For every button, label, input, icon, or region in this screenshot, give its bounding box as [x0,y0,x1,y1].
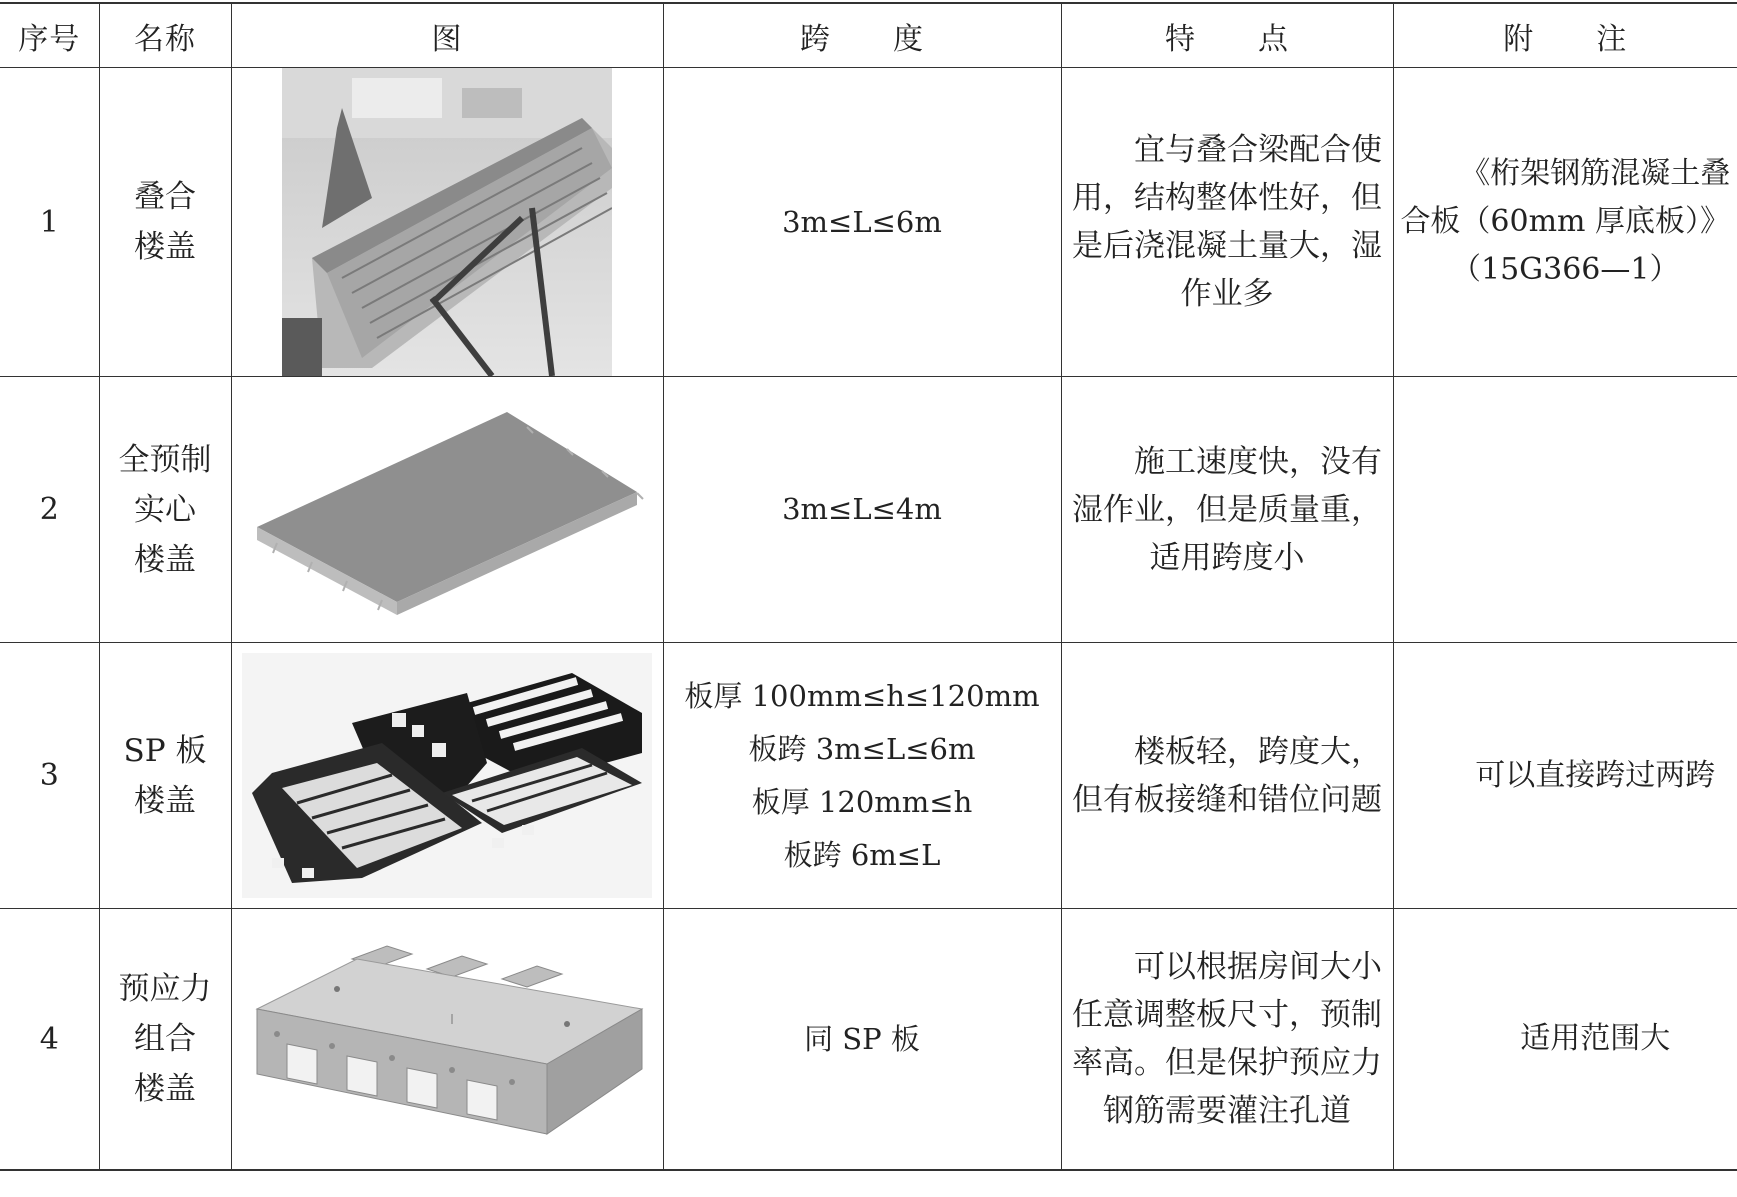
name-line: 实心 [134,491,196,528]
header-row [0,3,1737,68]
row-figure [231,909,663,1171]
table-row [0,909,1737,1171]
header-figure: 图 [231,3,663,68]
row-features [1061,377,1393,643]
row-name [99,377,231,643]
row-note [1393,643,1737,909]
composite-slab-photo-icon [282,68,612,376]
span-line: 板跨 3m≤L≤6m [748,731,976,766]
name-line: 预应力 [118,971,212,1007]
name-line: 全预制 [118,441,212,478]
note-text: 《桁架钢筋混凝土叠合板（60mm 厚底板）》（15G366—1） [1400,156,1731,287]
table-row [0,643,1737,909]
row-name [99,643,231,909]
header-features: 特 点 [1061,3,1393,68]
table-row [0,68,1737,377]
header-span: 跨 度 [663,3,1061,68]
name-line: 楼盖 [134,229,196,265]
span-line: 板厚 120mm≤h [751,784,973,819]
solid-precast-slab-render-icon [237,387,657,632]
features-text: 可以根据房间大小任意调整板尺寸，预制率高。但是保护预应力钢筋需要灌注孔道 [1072,949,1382,1129]
row-features [1061,909,1393,1171]
floor-system-table [0,2,1737,1171]
row-number: 2 [0,377,99,643]
features-text: 楼板轻，跨度大，但有板接缝和错位问题 [1072,733,1382,818]
row-figure [231,377,663,643]
row-note [1393,377,1737,643]
features-text: 施工速度快，没有湿作业，但是质量重，适用跨度小 [1072,443,1382,576]
row-name [99,909,231,1171]
span-line: 板跨 6m≤L [783,837,941,872]
features-text: 宜与叠合梁配合使用，结构整体性好，但是后浇混凝土量大，湿作业多 [1072,132,1382,312]
row-figure [231,68,663,377]
row-span [663,68,1061,377]
row-features [1061,643,1393,909]
header-name: 名称 [99,3,231,68]
name-line: 楼盖 [134,541,196,578]
row-span [663,377,1061,643]
header-note: 附 注 [1393,3,1737,68]
name-line: 叠合 [134,179,196,215]
row-number: 1 [0,68,99,377]
row-span [663,909,1061,1171]
name-line: 楼盖 [134,1071,196,1107]
name-line: SP 板 [123,732,207,769]
name-line: 楼盖 [134,782,196,819]
row-span [663,643,1061,909]
row-number: 3 [0,643,99,909]
span-line: 同 SP 板 [804,1021,920,1056]
row-features [1061,68,1393,377]
note-text: 可以直接跨过两跨 [1475,757,1716,793]
name-line: 组合 [134,1021,196,1057]
sp-slab-building-model-icon [242,653,652,898]
span-line: 3m≤L≤6m [782,204,942,239]
header-no: 序号 [0,3,99,68]
note-text: 适用范围大 [1520,1021,1671,1056]
span-line: 板厚 100mm≤h≤120mm [684,678,1040,713]
row-number: 4 [0,909,99,1171]
row-name [99,68,231,377]
prestressed-composite-slab-render-icon [247,934,647,1144]
row-note [1393,909,1737,1171]
table-row [0,377,1737,643]
span-line: 3m≤L≤4m [782,492,942,526]
row-figure [231,643,663,909]
row-note [1393,68,1737,377]
